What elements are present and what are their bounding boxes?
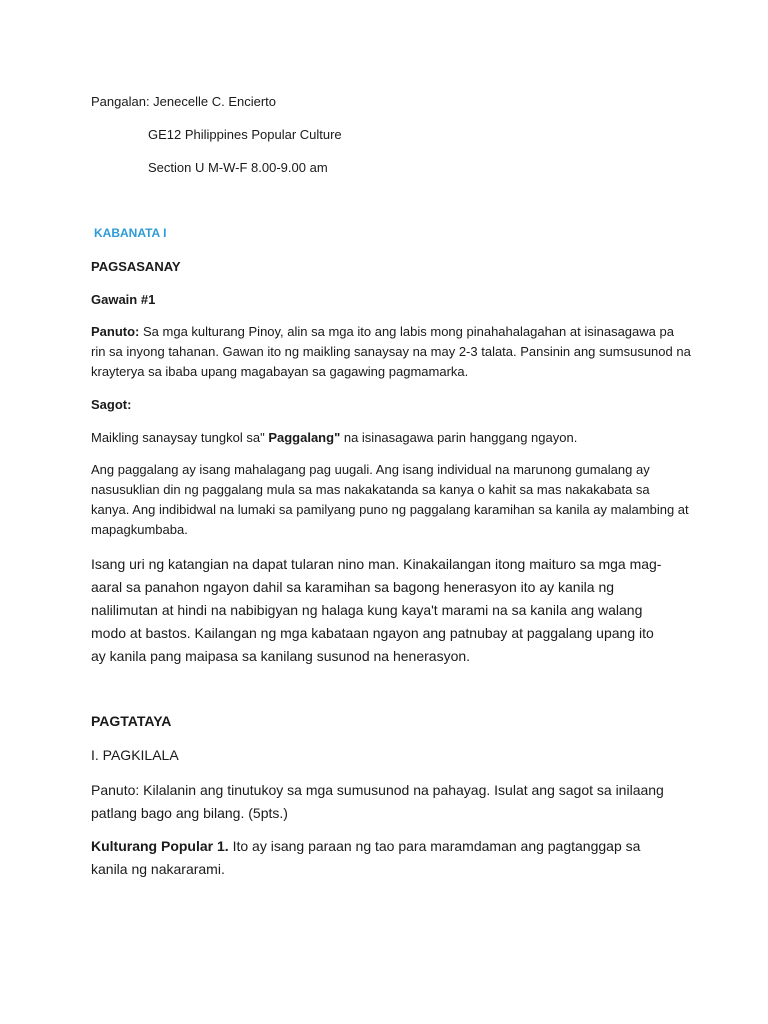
- panuto-label: Panuto:: [91, 324, 140, 339]
- panuto-text: Sa mga kulturang Pinoy, alin sa mga ito ang labis mong pinahahalagahan at isinasagawa pa rin sa inyong tahanan. Gawan ito ng maikling sanaysay na may 2-3 talata. Pansinin ang sumsusunod na krayterya sa ibaba upang magabayan sa gagawing pagmamarka.: [91, 324, 691, 379]
- pagsasanay-heading: PAGSASANAY: [91, 259, 181, 274]
- item-1: [91, 835, 671, 881]
- essay-intro-before: Maikling sanaysay tungkol sa": [91, 430, 269, 445]
- item-1-label: Kulturang Popular 1.: [91, 838, 229, 854]
- essay-paragraph-2: Isang uri ng katangian na dapat tularan nino man. Kinakailangan itong maituro sa mga mag-aaral sa panahon ngayon dahil sa karamihan sa bagong henerasyon ito ay kanila ng nalilimutan at hindi na nabibigyan ng halaga kung kaya't marami na sa kanila ang walang modo at bastos. Kailangan ng mga kabataan ngayon ang patnubay at paggalang upang ito ay kanila pang maipasa sa kanilang susunod na henerasyon.: [91, 556, 662, 664]
- chapter-title: KABANATA I: [94, 226, 167, 240]
- essay-intro-after: na isinasagawa parin hanggang ngayon.: [340, 430, 578, 445]
- pagsasanay-instructions: [91, 322, 691, 382]
- essay-intro-bold: Paggalang": [268, 430, 341, 445]
- student-name: Pangalan: Jenecelle C. Encierto: [91, 94, 277, 109]
- gawain-title: Gawain #1: [91, 292, 156, 307]
- course-title: GE12 Philippines Popular Culture: [148, 127, 342, 142]
- item-1-text: Ito ay isang paraan ng tao para maramdaman ang pagtanggap sa kanila ng nakararami.: [91, 838, 641, 877]
- pagtataya-instructions: Panuto: Kilalanin ang tinutukoy sa mga sumusunod na pahayag. Isulat ang sagot sa inilaang patlang bago ang bilang. (5pts.): [91, 782, 664, 821]
- essay-intro: [91, 428, 577, 448]
- pagkilala-section: I. PAGKILALA: [91, 747, 179, 763]
- sagot-label: Sagot:: [91, 397, 132, 412]
- section-schedule: Section U M-W-F 8.00-9.00 am: [148, 160, 328, 175]
- essay-paragraph-1: Ang paggalang ay isang mahalagang pag uugali. Ang isang individual na marunong gumalang ay nasusuklian din ng paggalang mula sa mas nakakatanda sa kanya o kahit sa mas nakakabata sa kanya. Ang indibidwal na lumaki sa pamilyang puno ng paggalang karamihan sa kanila ay malambing at mapagkumbaba.: [91, 462, 689, 537]
- pagtataya-heading: PAGTATAYA: [91, 713, 172, 729]
